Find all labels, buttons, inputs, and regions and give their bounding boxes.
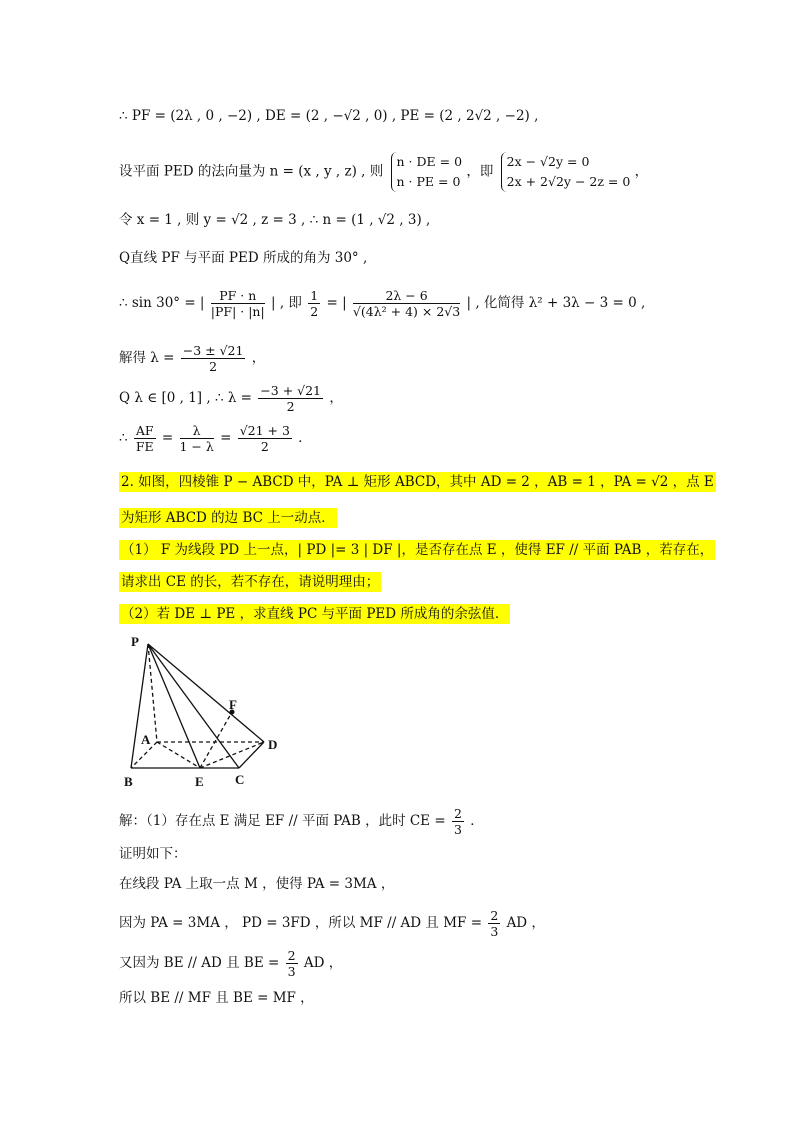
label-D: D [268, 737, 278, 752]
problem-2-part-1-cont: 请求出 CE 的长，若不存在，请说明理由； [121, 574, 380, 590]
problem-2-line-1: 2. 如图，四棱锥 P − ABCD 中，PA ⊥ 矩形 ABCD，其中 AD = 2 ，AB = 1 ，PA = √2 ，点 E [121, 474, 714, 490]
fraction-lambda-root: $\frac{-3 + √21}{2}$ [260, 383, 322, 414]
solution-proof-step-3: 又因为 BE // AD 且 BE = $\frac{2}{3}$ AD ， [119, 948, 343, 979]
solution-proof-step-4: 所以 BE // MF 且 BE = MF ， [119, 990, 314, 1006]
equation-system-1: n · DE = 0 n · PE = 0 [391, 152, 463, 192]
solution-part-1: 解：（1）存在点 E 满足 EF // 平面 PAB ，此时 CE = $\frac{2}{3}$ ． [119, 806, 484, 837]
solution-line-vectors: ∴ PF = (2λ , 0 , −2) , DE = (2 , −√2 , 0) , PE = (2 , 2√2 , −2) , [119, 108, 539, 124]
problem-2-part-2: （2）若 DE ⊥ PE ，求直线 PC 与平面 PED 所成角的余弦值． [121, 606, 509, 622]
label-A: A [141, 732, 151, 747]
problem-2-part-1: （1） F 为线段 PD 上一点，| PD |= 3 | DF |，是否存在点 E ，使得 EF // 平面 PAB ，若存在， [121, 542, 714, 558]
label-F: F [229, 697, 237, 712]
label-P: P [131, 634, 139, 649]
solution-proof-step-2: 因为 PA = 3MA ， PD = 3FD ，所以 MF // AD 且 MF = $\frac{2}{3}$ AD ， [119, 908, 545, 939]
equation-system-2: 2x − √2y = 0 2x + 2√2y − 2z = 0 [501, 152, 631, 192]
pyramid-figure [119, 632, 289, 792]
problem-2-line-2: 为矩形 ABCD 的边 BC 上一动点． [121, 510, 335, 526]
fraction-be: $\frac{2}{3}$ [287, 948, 296, 979]
fraction-lambda-expr: $\frac{2\lambda - 6}{\text{√(4λ² + 4) × 2√3}}$ [352, 288, 461, 319]
solution-line-sin: ∴ sin 30° = | $\frac{PF \cdot n}{|PF| \cdot |n|}$ | , 即 $\frac{1}{2}$ = | $\frac{2\lambda - 6}{\text{√(4λ² + 4) × 2√3}}$ | , 化简得 λ² + 3λ − 3 = 0 , [119, 288, 646, 319]
fraction-lambda-roots: $\frac{-3 \pm √21}{2}$ [182, 343, 244, 374]
solution-line-angle: Q直线 PF 与平面 PED 所成的角为 30° , [119, 250, 368, 266]
solution-proof-intro: 证明如下： [119, 846, 187, 862]
solution-line-let-x: 令 x = 1 , 则 y = √2 , z = 3 , ∴ n = (1 , √2 , 3) , [119, 212, 431, 228]
fraction-half: $\frac{1}{2}$ [310, 288, 319, 319]
solution-line-ratio: ∴ $\frac{AF}{FE}$ = $\frac{\lambda}{1 - \lambda}$ = $\frac{√21 + 3}{2}$ ． [119, 423, 312, 454]
solution-line-solve: 解得 λ = $\frac{-3 \pm √21}{2}$ ， [119, 343, 266, 374]
fraction-mf: $\frac{2}{3}$ [490, 908, 499, 939]
fraction-af-fe: $\frac{AF}{FE}$ [135, 423, 154, 454]
fraction-ratio-value: $\frac{√21 + 3}{2}$ [239, 423, 290, 454]
label-B: B [124, 774, 133, 789]
solution-line-normal-vector: 设平面 PED 的法向量为 n = (x , y , z) , 则 n · DE = 0 n · PE = 0 ，即 2x − √2y = 0 2x + 2√2y − 2z = 0 ， [119, 152, 648, 192]
fraction-lambda-ratio: $\frac{\lambda}{1 - \lambda}$ [179, 423, 214, 454]
label-E: E [195, 774, 204, 789]
solution-proof-step-1: 在线段 PA 上取一点 M ，使得 PA = 3MA ， [119, 876, 395, 892]
fraction-ce: $\frac{2}{3}$ [453, 806, 462, 837]
solution-line-lambda-range: Q λ ∈ [0 , 1] , ∴ λ = $\frac{-3 + √21}{2}$ ， [119, 383, 343, 414]
label-C: C [235, 772, 245, 787]
fraction-pf-n: $\frac{PF \cdot n}{|PF| \cdot |n|}$ [210, 288, 265, 319]
